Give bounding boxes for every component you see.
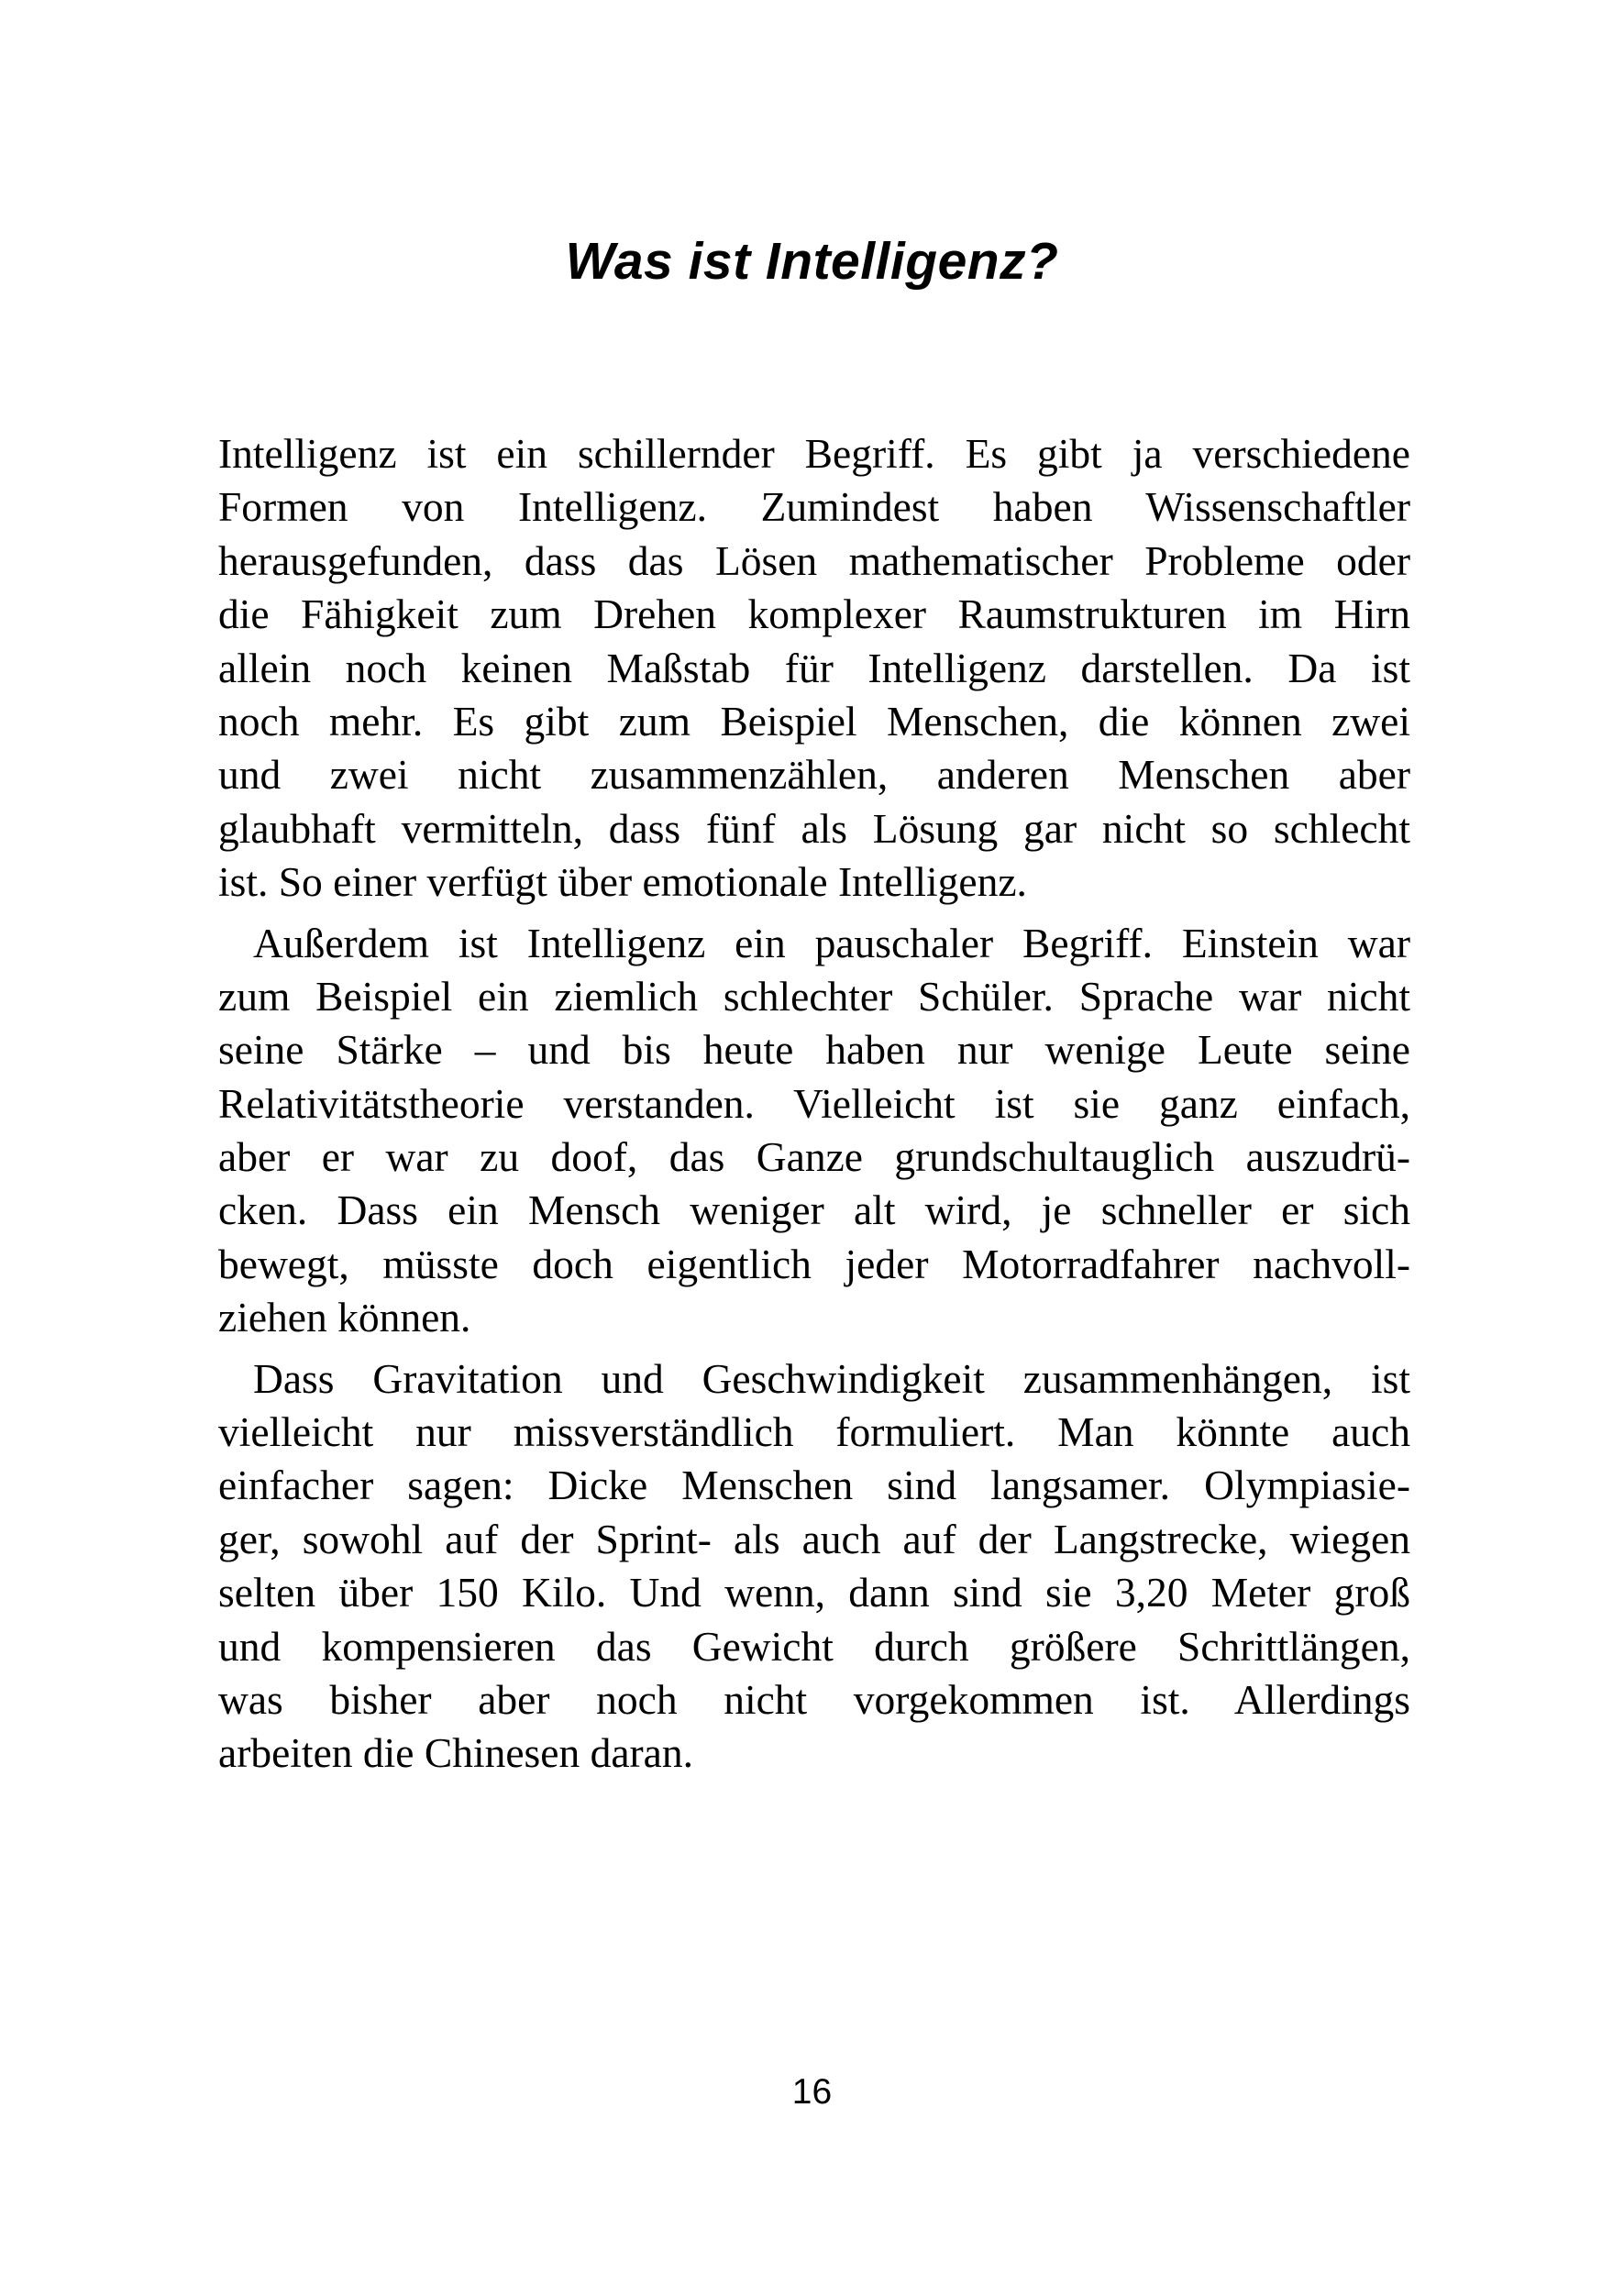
text-line: aber er war zu doof, das Ganze grundschultauglich auszudrü- <box>218 1133 1410 1181</box>
text-line: und zwei nicht zusammenzählen, anderen Menschen aber <box>218 751 1410 799</box>
text-line: Relativitätstheorie verstanden. Vielleicht ist sie ganz einfach, <box>218 1079 1410 1127</box>
text-line: noch mehr. Es gibt zum Beispiel Menschen, die können zwei <box>218 697 1410 745</box>
text-line: ist. So einer verfügt über emotionale Intelligenz. <box>218 858 1027 906</box>
text-line: herausgefunden, dass das Lösen mathematischer Probleme oder <box>218 536 1410 584</box>
text-line: arbeiten die Chinesen daran. <box>218 1729 693 1777</box>
text-line: und kompensieren das Gewicht durch größere Schrittlängen, <box>218 1622 1410 1670</box>
text-line: glaubhaft vermitteln, dass fünf als Lösung gar nicht so schlecht <box>218 804 1410 852</box>
page-title: Was ist Intelligenz? <box>565 232 1059 291</box>
text-line: cken. Dass ein Mensch weniger alt wird, je schneller er sich <box>218 1186 1410 1234</box>
text-line: Intelligenz ist ein schillernder Begriff. Es gibt ja verschiedene <box>218 430 1410 477</box>
text-line: einfacher sagen: Dicke Menschen sind langsamer. Olympiasie- <box>218 1462 1410 1509</box>
text-line: Außerdem ist Intelligenz ein pauschaler Begriff. Einstein war <box>253 919 1410 966</box>
text-line: selten über 150 Kilo. Und wenn, dann sind sie 3,20 Meter groß <box>218 1569 1410 1616</box>
body-text <box>218 427 1410 1781</box>
text-line: Dass Gravitation und Geschwindigkeit zusammenhängen, ist <box>253 1354 1410 1402</box>
paragraph-1 <box>218 427 1410 910</box>
text-line: seine Stärke – und bis heute haben nur wenige Leute seine <box>218 1026 1410 1074</box>
text-line: bewegt, müsste doch eigentlich jeder Motorradfahrer nachvoll- <box>218 1240 1410 1287</box>
text-line: allein noch keinen Maßstab für Intelligenz darstellen. Da ist <box>218 644 1410 691</box>
text-line: ger, sowohl auf der Sprint- als auch auf der Langstrecke, wiegen <box>218 1515 1410 1562</box>
text-line: die Fähigkeit zum Drehen komplexer Raumstrukturen im Hirn <box>218 590 1410 638</box>
paragraph-2 <box>218 917 1410 1345</box>
text-line: was bisher aber noch nicht vorgekommen ist. Allerdings <box>218 1675 1410 1723</box>
paragraph-3 <box>218 1352 1410 1781</box>
text-line: Formen von Intelligenz. Zumindest haben Wissenschaftler <box>218 483 1410 531</box>
text-line: vielleicht nur missverständlich formuliert. Man könnte auch <box>218 1408 1410 1456</box>
page-number: 16 <box>791 2072 833 2112</box>
text-line: ziehen können. <box>218 1294 471 1341</box>
text-line: zum Beispiel ein ziemlich schlechter Schüler. Sprache war nicht <box>218 972 1410 1020</box>
